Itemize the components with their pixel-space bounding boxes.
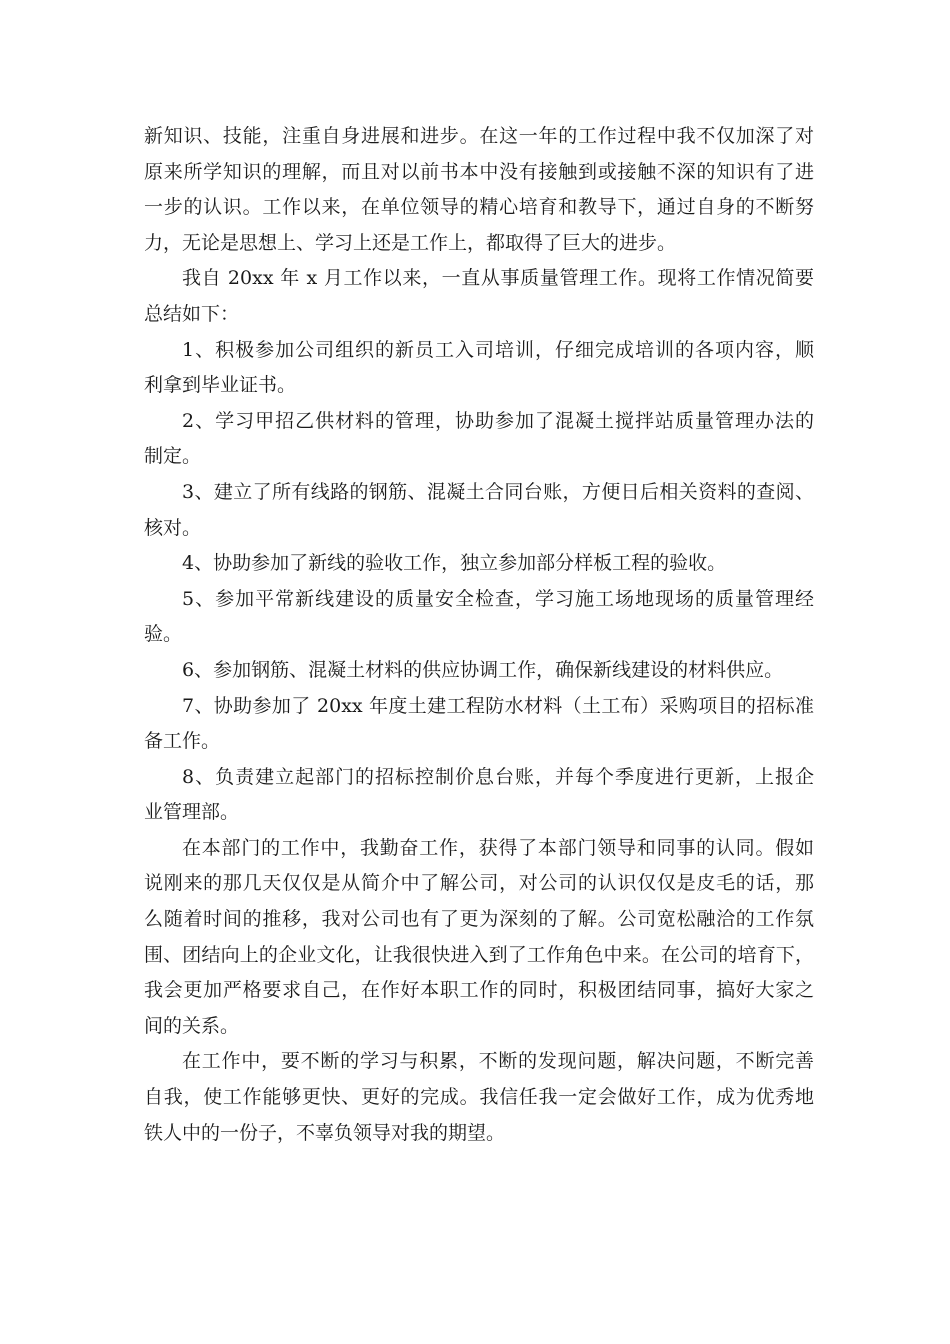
- paragraph-line: 我自 20xx 年 x 月工作以来，一直从事质量管理工作。现将工作情况简要: [182, 267, 814, 290]
- paragraph-line: 2、学习甲招乙供材料的管理，协助参加了混凝土搅拌站质量管理办法的: [182, 409, 814, 432]
- paragraph: [144, 582, 814, 653]
- paragraph: [144, 333, 814, 404]
- paragraph-line: 铁人中的一份子，不辜负领导对我的期望。: [144, 1121, 506, 1144]
- paragraph-line: 4、协助参加了新线的验收工作，独立参加部分样板工程的验收。: [182, 552, 727, 575]
- paragraph-line: 么随着时间的推移，我对公司也有了更为深刻的了解。公司宽松融洽的工作氛: [144, 908, 814, 931]
- paragraph-line: 5、参加平常新线建设的质量安全检查，学习施工场地现场的质量管理经: [182, 587, 814, 610]
- paragraph: [144, 689, 814, 760]
- paragraph-line: 制定。: [144, 445, 202, 468]
- paragraph-line: 我会更加严格要求自己，在作好本职工作的同时，积极团结同事，搞好大家之: [144, 979, 814, 1002]
- paragraph: [144, 1044, 814, 1151]
- paragraph-line: 8、负责建立起部门的招标控制价息台账，并每个季度进行更新，上报企: [182, 765, 814, 788]
- paragraph-line: 1、积极参加公司组织的新员工入司培训，仔细完成培训的各项内容，顺: [182, 338, 814, 361]
- paragraph: [144, 404, 814, 475]
- paragraph: [144, 831, 814, 1045]
- paragraph-line: 新知识、技能，注重自身进展和进步。在这一年的工作过程中我不仅加深了对: [144, 125, 814, 147]
- paragraph-line: 3、建立了所有线路的钢筋、混凝土合同台账，方便日后相关资料的查阅、: [182, 480, 814, 503]
- paragraph-line: 业管理部。: [144, 801, 240, 824]
- paragraph-line: 7、协助参加了 20xx 年度土建工程防水材料（土工布）采购项目的招标准: [182, 694, 814, 717]
- paragraph: [144, 546, 814, 582]
- paragraph-line: 利拿到毕业证书。: [144, 374, 297, 397]
- paragraph-line: 在本部门的工作中，我勤奋工作，获得了本部门领导和同事的认同。假如: [182, 836, 814, 859]
- paragraph: [144, 119, 814, 261]
- paragraph: [144, 653, 814, 689]
- paragraph-line: 一步的认识。工作以来，在单位领导的精心培育和教导下，通过自身的不断努: [144, 196, 814, 219]
- paragraph-line: 验。: [144, 623, 183, 646]
- paragraph: [144, 261, 814, 332]
- document-body: [144, 119, 814, 1151]
- paragraph: [144, 475, 814, 546]
- paragraph-line: 力，无论是思想上、学习上还是工作上，都取得了巨大的进步。: [144, 231, 677, 254]
- paragraph-line: 核对。: [144, 516, 202, 539]
- paragraph-line: 备工作。: [144, 730, 221, 753]
- paragraph-line: 6、参加钢筋、混凝土材料的供应协调工作，确保新线建设的材料供应。: [182, 658, 784, 681]
- paragraph-line: 围、团结向上的企业文化，让我很快进入到了工作角色中来。在公司的培育下，: [144, 943, 814, 966]
- paragraph-line: 在工作中，要不断的学习与积累，不断的发现问题，解决问题，不断完善: [182, 1050, 814, 1073]
- paragraph-line: 总结如下：: [144, 302, 240, 325]
- paragraph-line: 原来所学知识的理解，而且对以前书本中没有接触到或接触不深的知识有了进: [144, 160, 814, 183]
- paragraph-line: 自我，使工作能够更快、更好的完成。我信任我一定会做好工作，成为优秀地: [144, 1086, 814, 1109]
- paragraph-line: 说刚来的那几天仅仅是从简介中了解公司，对公司的认识仅仅是皮毛的话，那: [144, 872, 814, 895]
- paragraph: [144, 760, 814, 831]
- paragraph-line: 间的关系。: [144, 1014, 240, 1037]
